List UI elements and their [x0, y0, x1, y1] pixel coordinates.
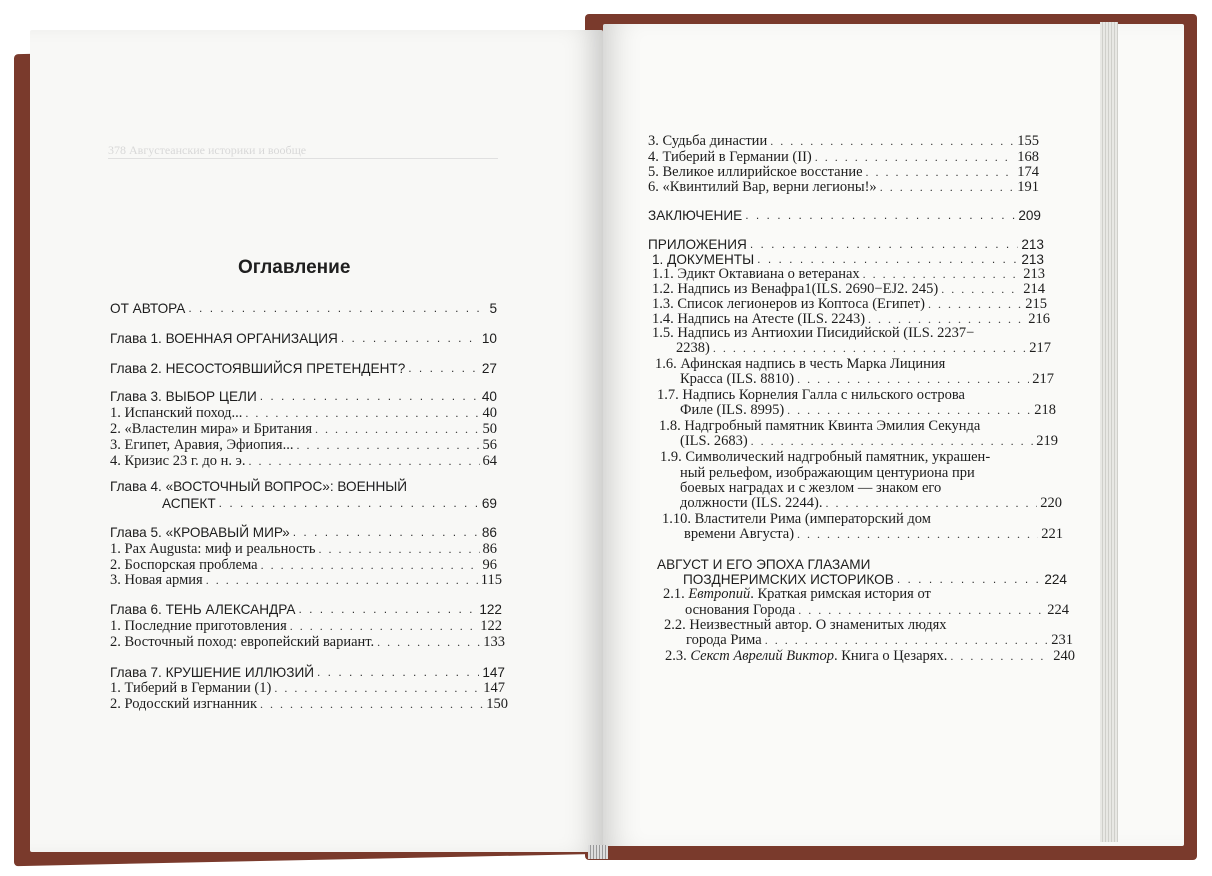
toc-entry: 2.3. Секст Аврелий Виктор. Книга о Цезарях. . . . 240 — [665, 648, 1075, 665]
toc-entry: ОТ АВТОРА . . . 5 — [110, 300, 497, 317]
toc-entry: 1.5. Надпись из Антиохии Писидийской (ILS. 2237− — [652, 325, 975, 341]
toc-entry: 1.1. Эдикт Октавиана о ветеранах . . . 213 — [652, 266, 1045, 283]
toc-entry: 1.9. Символический надгробный памятник, украшен- — [660, 449, 991, 465]
toc-entry: 1.6. Афинская надпись в честь Марка Лициния — [655, 356, 946, 372]
toc-entry: ЗАКЛЮЧЕНИЕ . . . 209 — [648, 207, 1041, 224]
toc-entry: Глава 6. ТЕНЬ АЛЕКСАНДРА . . . 122 — [110, 601, 502, 618]
toc-entry: 2238) . . . 217 — [676, 340, 1051, 357]
toc-entry: должности (ILS. 2244). . . . 220 — [680, 495, 1062, 512]
toc-entry: 2.1. Евтропий. Краткая римская история от — [663, 586, 931, 602]
toc-entry: Глава 1. ВОЕННАЯ ОРГАНИЗАЦИЯ . . . 10 — [110, 330, 497, 347]
show-through-header: 378 Августеанские историки и вообще — [108, 143, 498, 159]
toc-entry: 2.2. Неизвестный автор. О знаменитых людях — [664, 617, 947, 633]
toc-entry: ный рельефом, изображающим центуриона при — [680, 465, 975, 481]
toc-entry: ПОЗДНЕРИМСКИХ ИСТОРИКОВ . . . 224 — [683, 571, 1067, 588]
toc-entry: 4. Кризис 23 г. до н. э. . . . 64 — [110, 453, 497, 470]
toc-entry: 1.3. Список легионеров из Коптоса (Египет) . . . 215 — [652, 296, 1047, 313]
toc-entry: 1. Испанский поход... . . . 40 — [110, 405, 497, 422]
toc-entry: 1. ДОКУМЕНТЫ . . . 213 — [652, 251, 1044, 268]
toc-entry: Глава 7. КРУШЕНИЕ ИЛЛЮЗИЙ . . . 147 — [110, 664, 505, 681]
toc-entry: времени Августа) . . . 221 — [684, 526, 1063, 543]
page-edges — [1100, 22, 1118, 842]
toc-entry: 2. «Властелин мира» и Британия . . . 50 — [110, 421, 497, 438]
toc-entry: 1. Pax Augusta: миф и реальность . . . 86 — [110, 541, 497, 558]
page-title: Оглавление — [238, 257, 351, 278]
toc-entry: ПРИЛОЖЕНИЯ . . . 213 — [648, 236, 1044, 253]
toc-entry: (ILS. 2683) . . . 219 — [680, 433, 1058, 450]
toc-entry: 2. Боспорская проблема . . . 96 — [110, 557, 497, 574]
toc-entry: боевых наградах и с жезлом — знаком его — [680, 480, 942, 496]
toc-entry: Глава 2. НЕСОСТОЯВШИЙСЯ ПРЕТЕНДЕНТ? . . . 27 — [110, 360, 497, 377]
toc-entry: 2. Родосский изгнанник . . . 150 — [110, 696, 508, 713]
toc-entry: 1. Тиберий в Германии (1) . . . 147 — [110, 680, 505, 697]
toc-entry: 4. Тиберий в Германии (II) . . . 168 — [648, 149, 1039, 166]
toc-entry: АСПЕКТ . . . 69 — [162, 495, 497, 512]
toc-entry: города Рима . . . 231 — [686, 632, 1073, 649]
toc-entry: 1.2. Надпись из Венафра1(ILS. 2690−EJ2. 245) . . . 214 — [652, 281, 1045, 298]
toc-entry: АВГУСТ И ЕГО ЭПОХА ГЛАЗАМИ — [657, 557, 871, 572]
toc-entry: 3. Новая армия . . . 115 — [110, 572, 502, 589]
toc-entry: 3. Египет, Аравия, Эфиопия... . . . 56 — [110, 437, 497, 454]
spine-headband — [588, 845, 608, 859]
toc-entry: Глава 4. «ВОСТОЧНЫЙ ВОПРОС»: ВОЕННЫЙ — [110, 479, 408, 494]
toc-entry: 1.7. Надпись Корнелия Галла с нильского острова — [657, 387, 965, 403]
toc-entry: основания Города . . . 224 — [685, 602, 1069, 619]
toc-entry: Филе (ILS. 8995) . . . 218 — [680, 402, 1056, 419]
toc-entry: 2. Восточный поход: европейский вариант. . . . 133 — [110, 634, 505, 651]
toc-entry: 1.10. Властители Рима (императорский дом — [662, 511, 931, 527]
toc-entry: 3. Судьба династии . . . 155 — [648, 133, 1039, 150]
toc-entry: 1.4. Надпись на Атесте (ILS. 2243) . . . 216 — [652, 311, 1050, 328]
toc-entry: Красса (ILS. 8810) . . . 217 — [680, 371, 1054, 388]
toc-entry: 1. Последние приготовления . . . 122 — [110, 618, 502, 635]
toc-entry: 5. Великое иллирийское восстание . . . 174 — [648, 164, 1039, 181]
toc-entry: 6. «Квинтилий Вар, верни легионы!» . . . 191 — [648, 179, 1039, 196]
toc-entry: Глава 5. «КРОВАВЫЙ МИР» . . . 86 — [110, 524, 497, 541]
toc-entry: Глава 3. ВЫБОР ЦЕЛИ . . . 40 — [110, 388, 497, 405]
toc-entry: 1.8. Надгробный памятник Квинта Эмилия Секунда — [659, 418, 981, 434]
